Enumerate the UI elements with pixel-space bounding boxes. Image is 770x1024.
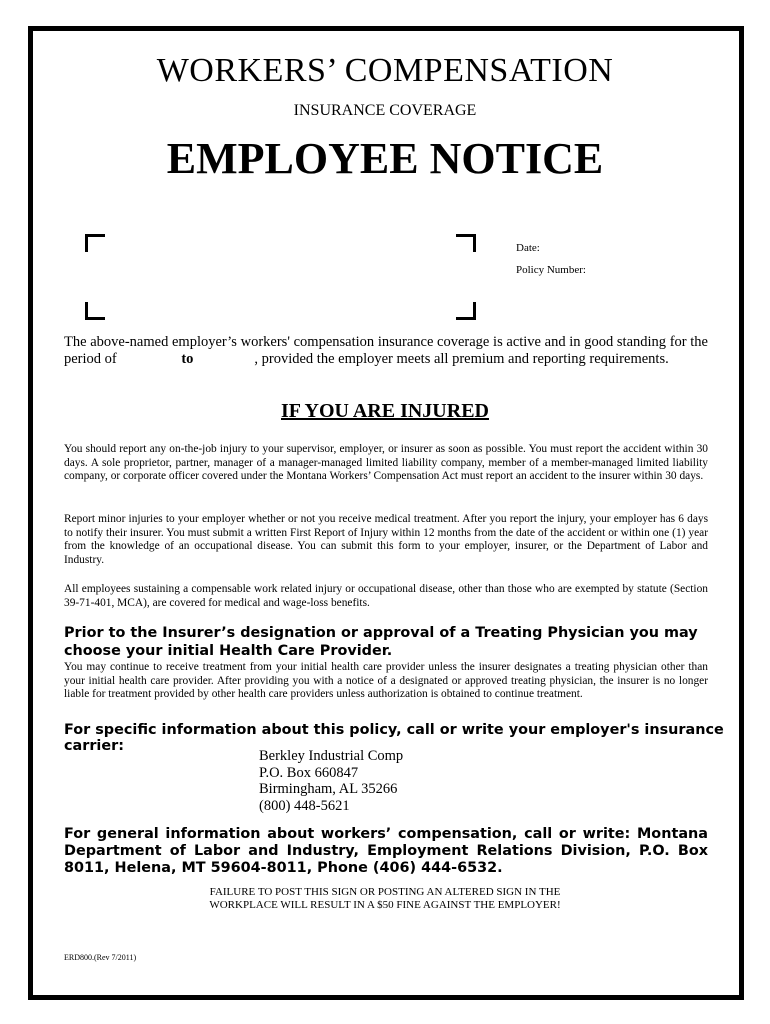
carrier-city-state: Birmingham, AL 35266 (259, 781, 398, 797)
notice-subtitle: INSURANCE COVERAGE (293, 102, 477, 119)
employer-box-corner-bottom-left (85, 302, 105, 320)
specific-info-heading: For specific information about this policy, call or write your employer's insurance carrier: (64, 722, 724, 754)
employer-box-corner-bottom-right (456, 302, 476, 320)
fine-warning-line-1: FAILURE TO POST THIS SIGN OR POSTING AN ALTERED SIGN IN THE (209, 886, 561, 898)
carrier-name: Berkley Industrial Comp (259, 748, 404, 764)
employer-box-corner-top-left (85, 234, 105, 252)
treating-physician-heading: Prior to the Insurer’s designation or approval of a Treating Physician you may choose your initial Health Care Provider. (64, 625, 698, 659)
employer-box-corner-top-right (456, 234, 476, 252)
insurance-carrier-address (259, 748, 403, 814)
coverage-standing-paragraph (64, 334, 708, 368)
general-info-paragraph: For general information about workers’ compensation, call or write: Montana Department of Labor and Industry, Employment Relations Division, P.O. Box 8011, Helena, MT 59604-8011, Phone (406) 444-6532. (64, 826, 708, 876)
covered-employees-paragraph: All employees sustaining a compensable work related injury or occupational disease, other than those who are exempted by statute (Section 39-71-401, MCA), are covered for medical and wage-loss benefits. (64, 583, 708, 609)
fine-warning (0, 886, 770, 912)
fine-warning-line-2: WORKPLACE WILL RESULT IN A $50 FINE AGAINST THE EMPLOYER! (209, 899, 561, 911)
if-injured-heading: IF YOU ARE INJURED (281, 400, 489, 422)
carrier-po-box: P.O. Box 660847 (259, 764, 359, 781)
carrier-phone: (800) 448-5621 (259, 797, 350, 814)
period-to-label: to (181, 351, 194, 367)
standing-text-start: The above-named employer’s workers' compensation insurance coverage is active and in good standing for the period of (64, 334, 708, 367)
employee-notice-heading: EMPLOYEE NOTICE (166, 134, 604, 183)
notice-title: WORKERS’ COMPENSATION (156, 52, 614, 89)
policy-number-label: Policy Number: (516, 264, 586, 276)
report-injury-paragraph: You should report any on-the-job injury to your supervisor, employer, or insurer as soon as possible. You must report the accident within 30 days. A sole proprietor, partner, manager of a manager-managed limited liability company, member of a member-managed limited liability company, or corporate officer covered under the Montana Workers’ Compensation Act must report an accident to the insurer within 30 days. (64, 443, 708, 483)
minor-injuries-paragraph: Report minor injuries to your employer whether or not you receive medical treatment. After you report the injury, your employer has 6 days to notify their insurer. You must submit a written First Report of Injury within 12 months from the date of the accident or within one (1) year from the knowledge of an occupational disease. You can submit this form to your employer, insurer, or the Department of Labor and Industry. (64, 513, 708, 566)
form-revision-code: ERD800.(Rev 7/2011) (64, 953, 137, 962)
standing-text-end: , provided the employer meets all premium and reporting requirements. (254, 351, 669, 367)
date-label: Date: (516, 242, 540, 254)
treating-physician-paragraph: You may continue to receive treatment from your initial health care provider unless the insurer designates a treating physician other than your initial health care provider. After providing you with a notice of a designated or approved treating physician, the insurer is no longer liable for treatment provided by other health care providers unless authorization is obtained to continue treatment. (64, 661, 708, 701)
